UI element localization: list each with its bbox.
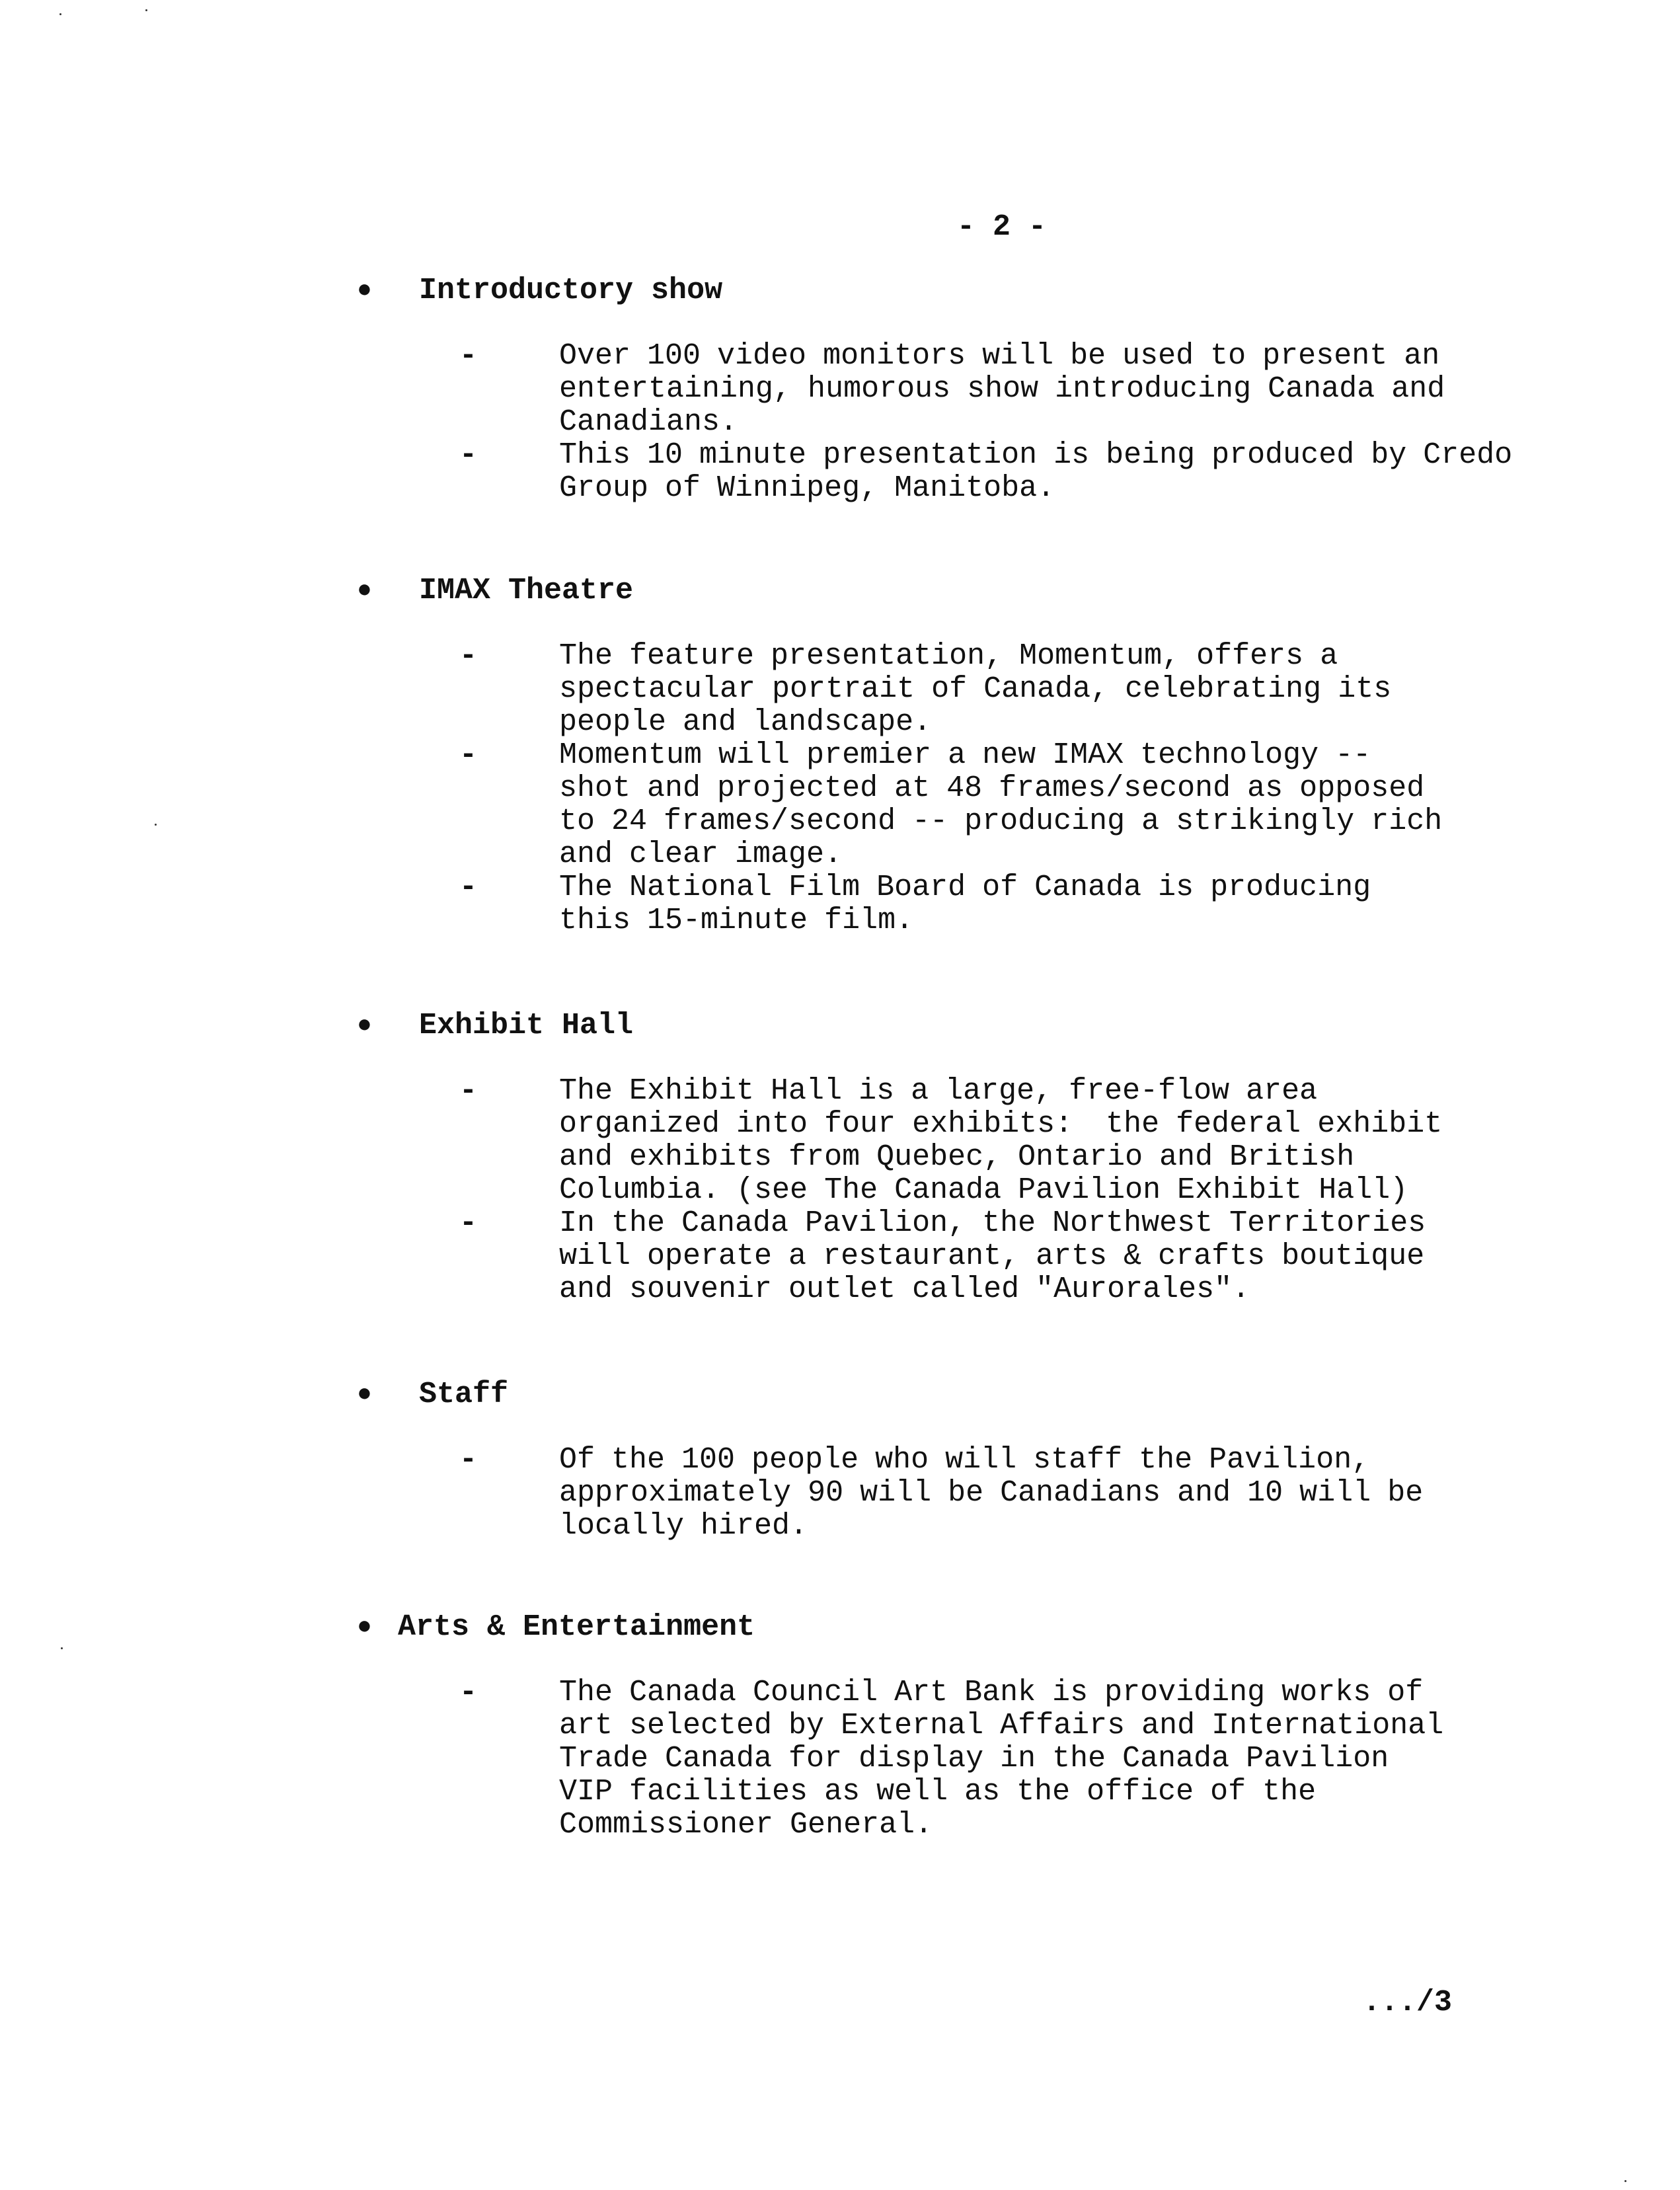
item-text: The Canada Council Art Bank is providing works of art selected by External Affairs and International Trade Canada for display in the Canada Pavilion VIP facilities as well as the office of the Commissioner General. [559,1676,1444,1842]
heading-text: Staff [419,1378,509,1411]
section-heading [350,572,1639,609]
list-item [350,340,1639,439]
list-item [350,1207,1639,1306]
dash-icon: - [459,339,478,373]
item-list [350,640,1639,937]
bullet-icon: ● [357,1011,372,1040]
dash-icon: - [459,738,478,772]
item-text: The Exhibit Hall is a large, free-flow area organized into four exhibits: the federal exhibit and exhibits from Quebec, Ontario and British Columbia. (see The Canada Pavilion Exhibit Hall) [559,1074,1443,1207]
item-list [350,1444,1639,1543]
section-staff [350,1376,1639,1543]
section-exhibit-hall [350,1007,1639,1306]
section-heading [350,1609,1639,1646]
scan-speck [61,1647,63,1649]
list-item [350,739,1639,871]
dash-icon: - [459,639,478,673]
scan-speck [155,824,157,826]
item-text: This 10 minute presentation is being produced by Credo Group of Winnipeg, Manitoba. [559,438,1513,505]
dash-icon: - [459,438,478,472]
dash-icon: - [459,1443,478,1477]
heading-text: Introductory show [419,274,723,307]
section-arts-entertainment [350,1609,1639,1842]
list-item [350,1676,1639,1842]
section-heading [350,1007,1639,1044]
section-heading [350,272,1639,309]
item-text: The feature presentation, Momentum, offers a spectacular portrait of Canada, celebrating its people and landscape. [559,639,1392,739]
dash-icon: - [459,871,478,904]
item-text: Momentum will premier a new IMAX technology -- shot and projected at 48 frames/second as opposed to 24 frames/second -- producing a strikingly rich and clear image. [559,738,1443,871]
item-list [350,340,1639,505]
heading-text: IMAX Theatre [419,574,634,607]
item-text: Of the 100 people who will staff the Pavilion, approximately 90 will be Canadians and 10 will be locally hired. [559,1443,1424,1543]
item-list [350,1676,1639,1842]
section-introductory-show [350,272,1639,505]
dash-icon: - [459,1206,478,1240]
scan-speck [1624,2180,1626,2182]
section-heading [350,1376,1639,1413]
item-text: The National Film Board of Canada is producing this 15-minute film. [559,871,1371,937]
dash-icon: - [459,1074,478,1108]
list-item [350,439,1639,505]
list-item [350,640,1639,739]
dash-icon: - [459,1676,478,1709]
scan-speck [145,9,147,11]
item-list [350,1075,1639,1306]
heading-text: Exhibit Hall [419,1009,634,1042]
bullet-icon: ● [357,1380,372,1409]
heading-text: Arts & Entertainment [398,1610,755,1644]
bullet-icon: ● [357,276,372,305]
list-item [350,1075,1639,1207]
page-continuation: .../3 [1363,1986,1453,2019]
list-item [350,871,1639,937]
section-imax-theatre [350,572,1639,937]
bullet-icon: ● [357,576,372,605]
item-text: In the Canada Pavilion, the Northwest Territories will operate a restaurant, arts & crafts boutique and souvenir outlet called "Aurorales". [559,1206,1426,1306]
list-item [350,1444,1639,1543]
page-number: - 2 - [957,210,1047,244]
item-text: Over 100 video monitors will be used to present an entertaining, humorous show introducing Canada and Canadians. [559,339,1445,439]
scan-speck [59,13,61,15]
bullet-icon: ● [357,1613,372,1641]
